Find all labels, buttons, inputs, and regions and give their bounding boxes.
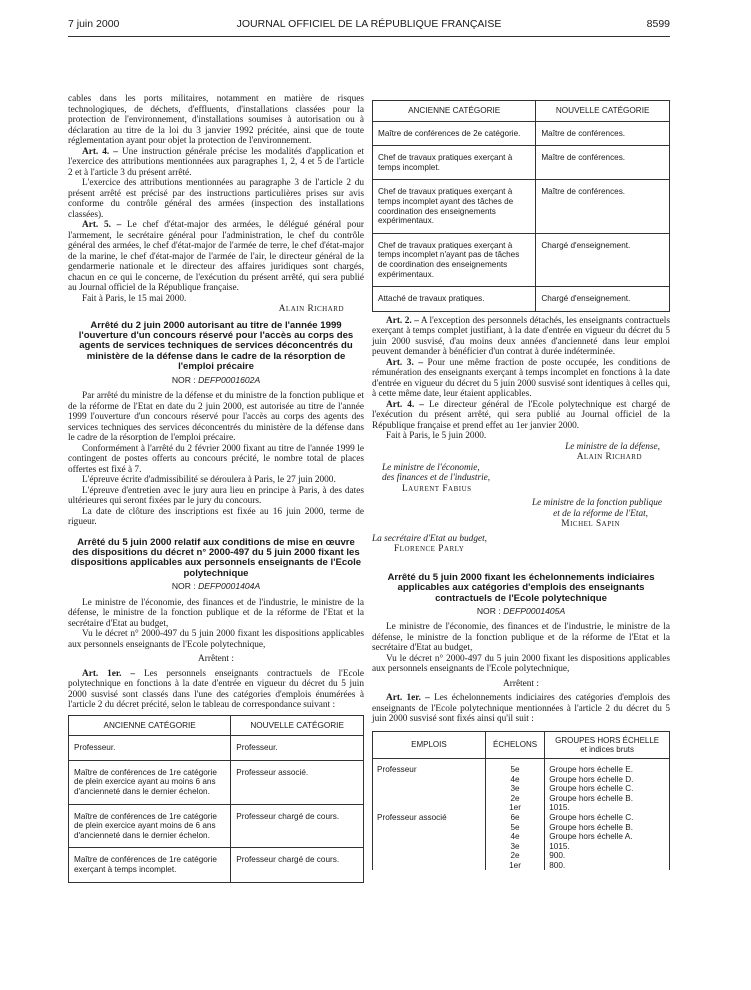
correspondence-table (68, 715, 364, 883)
table-cell (373, 832, 486, 842)
arretent: Arrêtent : (503, 678, 539, 689)
table-cell: Maître de conférences de 2e catégorie. (373, 121, 536, 146)
article-text: Une instruction générale précise les modalités d'application et l'exercice des attributions mentionnées aux paragraphes 1, 2, 4 et 5 de l'article 2 et à l'article 3 du présent arrêté. (68, 146, 365, 178)
article-text: Le chef d'état-major des armées, le délégué général pour l'armement, le secrétaire général pour l'administration, le chef du contrôle général des armées, le chef d'état-major de l'armée de terre, le chef d'état-major de la marine, le chef d'état-major de l'armée de l'air, le directeur général de la gendarmerie nationale et le directeur des affaires juridiques sont chargés, chacun en ce qui le concerne, de l'exécution du présent arrêté, qui sera publié au Journal officiel de la République française. (68, 220, 364, 293)
table-cell: Professeur. (69, 736, 231, 761)
article-text: Les échelonnements indiciaires des catégories d'emplois des enseignants de l'Ecole polytechnique mentionnées à l'article 2 du décret du 5 juin 2000 susvisé sont fixés ainsi qu'il suit : (372, 693, 670, 725)
table-cell: Chef de travaux pratiques exerçant à temps incomplet. (373, 146, 536, 180)
header-line: et indices bruts (580, 744, 635, 754)
paragraph: Par arrêté du ministre de la défense et du ministre de la fonction publique et de la réforme de l'Etat en date du 2 juin 2000, est autorisée au titre de l'année 1999 l'ouverture d'un concours réservé pour l'accès au corps des agents des services techniques des services déconcentrés du ministère de la défense dans le cadre de la résorption de l'emploi précaire. (68, 391, 364, 444)
table-cell: Maître de conférences de 1re catégorie de plein exercice ayant au moins 6 ans d'ancienneté dans le dernier échelon. (69, 760, 231, 804)
table-cell: Chef de travaux pratiques exerçant à temps incomplet ayant des tâches de coordination des enseignements expérimentaux. (373, 180, 536, 233)
paragraph: Conformément à l'arrêté du 2 février 2000 fixant au titre de l'année 1999 le contingent de postes offerts au concours précité, le nombre total de places offertes est fixé à 7. (68, 443, 364, 475)
article-3 (372, 358, 670, 400)
article-text: A l'exception des personnels détachés, les enseignants contractuels exerçant à temps complet justifiant, à la date d'entrée en vigueur du décret du 5 juin 2000 susvisé, d'au moins deux années d'ancienneté dans leur emploi peuvent demander à bénéficier d'un contrat à durée indéterminée. (372, 315, 671, 358)
signatory-title: des finances et de l'industrie, (382, 473, 491, 484)
signatory-title: La secrétaire d'Etat au budget, (372, 533, 487, 544)
table-header-row (373, 731, 670, 758)
table-cell: Groupe hors échelle C. (545, 813, 670, 823)
table-cell: Professeur (373, 765, 486, 775)
table-row (373, 775, 670, 785)
signatory-title: et de la réforme de l'Etat, (553, 508, 648, 519)
table-header: ANCIENNE CATÉGORIE (69, 715, 231, 736)
table-row (373, 765, 670, 775)
signature-place-date: Fait à Paris, le 15 mai 2000. (82, 293, 187, 304)
paragraph: L'épreuve écrite d'admissibilité se déroulera à Paris, le 27 juin 2000. (82, 475, 336, 486)
signatory-title: Le ministre de l'économie, (382, 462, 480, 473)
decree-heading: Arrêté du 5 juin 2000 fixant les échelonnements indiciaires applicables aux catégories d'emplois des enseignants contractuels de l'Ecole polytechnique (387, 571, 655, 604)
table-cell: Professeur associé (373, 813, 486, 823)
table-cell: Groupe hors échelle E. (545, 765, 670, 775)
table-cell: Groupe hors échelle D. (545, 775, 670, 785)
table-cell: Groupe hors échelle A. (545, 832, 670, 842)
article-label: Art. 3. – (386, 357, 423, 368)
nor-reference (68, 375, 364, 386)
article-text: Les personnels enseignants contractuels de l'Ecole polytechnique en fonctions à la date d'entrée en vigueur du décret du 5 juin 2000 susvisé sont classés dans l'une des catégories d'emplois énumérées à l'article 2 du décret précité, selon le tableau de correspondance suivant : (68, 668, 365, 711)
table-cell: 2e (485, 851, 544, 861)
table-cell: Professeur. (231, 736, 364, 761)
paragraph: Vu le décret n° 2000-497 du 5 juin 2000 fixant les dispositions applicables aux personnels enseignants de l'Ecole polytechnique, (372, 653, 670, 675)
table-row (373, 832, 670, 842)
table-header: EMPLOIS (373, 731, 486, 758)
article-label: Art. 1er. – (386, 693, 430, 704)
table-cell: Professeur chargé de cours. (231, 848, 364, 882)
signatory-title: Le ministre de la défense, (565, 441, 660, 452)
decree-heading: Arrêté du 5 juin 2000 relatif aux conditions de mise en œuvre des dispositions du décret n° 2000-497 du 5 juin 2000 fixant les dispositions applicables aux personnels enseignants de l'Ecole polytechnique (70, 536, 362, 579)
nor-label: NOR : (171, 581, 196, 592)
table-cell: Chargé d'enseignement. (536, 233, 670, 286)
table-header-row (69, 715, 364, 736)
decree-heading: Arrêté du 2 juin 2000 autorisant au titre de l'année 1999 l'ouverture d'un concours réservé pour l'accès au corps des agents de services techniques de services déconcentrés du ministère de la défense dans le cadre de la résorption de l'emploi précaire (78, 319, 354, 373)
table-row (373, 813, 670, 823)
header-title: JOURNAL OFFICIEL DE LA RÉPUBLIQUE FRANÇAISE (236, 18, 502, 30)
table-cell: 1er (485, 803, 544, 813)
table-cell: 3e (485, 784, 544, 794)
table-cell: 800. (545, 861, 670, 871)
table-cell (373, 784, 486, 794)
paragraph: cables dans les ports militaires, notamment en matière de risques technologiques, de déchets, d'effluents, d'installations classées pour la protection de l'environnement, d'installations soumises à autorisation ou à déclaration au titre de la loi du 3 janvier 1992 précitée, ainsi que de toute réglementation ayant pour objet la protection de l'environnement. (68, 94, 364, 146)
table-row (373, 842, 670, 852)
article-label: Art. 4. – (386, 399, 424, 410)
table-header-row (373, 101, 670, 122)
table-cell (373, 861, 486, 871)
table-cell (373, 775, 486, 785)
nor-label: NOR : (476, 605, 501, 616)
paragraph: L'exercice des attributions mentionnées au paragraphe 3 de l'article 2 du présent arrêté est précisé par des instructions particulières prises sur avis conforme du contrôle général des armées (inspection des installations classées). (68, 178, 364, 220)
signatory-name: Laurent Fabius (402, 483, 472, 494)
article-1 (68, 669, 364, 711)
table-header: NOUVELLE CATÉGORIE (536, 101, 670, 122)
table-cell: 6e (485, 813, 544, 823)
nor-reference (372, 606, 670, 617)
signatory-name: Florence Parly (394, 544, 465, 555)
table-cell (373, 851, 486, 861)
table-cell: Professeur associé. (231, 760, 364, 804)
article-text: Le directeur général de l'Ecole polytechnique est chargé de l'exécution du présent arrêté, qui sera publié au Journal officiel de la République française et prend effet au 1er janvier 2000. (372, 399, 671, 431)
table-row (373, 851, 670, 861)
article-4 (68, 147, 364, 179)
table-cell: 4e (485, 832, 544, 842)
signature-place-date: Fait à Paris, le 5 juin 2000. (386, 431, 487, 442)
article-text: Pour une même fraction de poste occupée, les conditions de rémunération des enseignants exerçant à temps incomplet en fonctions à la date d'entrée en vigueur du décret du 5 juin 2000 susvisé sont identiques à celles qui, à cette même date, leur étaient applicables. (372, 357, 671, 400)
table-cell: Maître de conférences. (536, 180, 670, 233)
signatory-name: Alain Richard (576, 452, 642, 463)
header-page-number: 8599 (646, 18, 670, 30)
table-header (545, 731, 670, 758)
echelon-table (372, 731, 670, 871)
table-header: ÉCHELONS (485, 731, 544, 758)
header-line: GROUPES HORS ÉCHELLE (555, 735, 660, 745)
table-cell: 2e (485, 794, 544, 804)
table-row (373, 146, 670, 180)
paragraph: Vu le décret n° 2000-497 du 5 juin 2000 fixant les dispositions applicables aux personnels enseignants de l'Ecole polytechnique, (68, 629, 364, 650)
table-row (373, 861, 670, 871)
table-cell: Professeur chargé de cours. (231, 804, 364, 848)
table-cell (373, 794, 486, 804)
table-cell: Maître de conférences. (536, 146, 670, 180)
nor-code: DEFP0001404A (198, 581, 261, 592)
table-cell: Chef de travaux pratiques exerçant à temps incomplet n'ayant pas de tâches de coordination des enseignements expérimentaux. (373, 233, 536, 286)
table-cell: 1015. (545, 842, 670, 852)
table-row (373, 180, 670, 233)
table-cell: 4e (485, 775, 544, 785)
table-cell: Attaché de travaux pratiques. (373, 287, 536, 312)
table-cell: Maître de conférences de 1re catégorie exerçant à temps incomplet. (69, 848, 231, 882)
paragraph: La date de clôture des inscriptions est fixée au 16 juin 2000, terme de rigueur. (68, 506, 364, 528)
signature-name: Alain Richard (278, 304, 344, 314)
table-row (373, 794, 670, 804)
table-cell: Groupe hors échelle B. (545, 794, 670, 804)
table-cell: 900. (545, 851, 670, 861)
table-cell: Chargé d'enseignement. (536, 287, 670, 312)
nor-code: DEFP0001405A (503, 605, 566, 616)
nor-code: DEFP0001602A (198, 374, 261, 385)
table-cell: Maître de conférences. (536, 121, 670, 146)
header-date: 7 juin 2000 (68, 18, 120, 30)
table-cell: Groupe hors échelle B. (545, 823, 670, 833)
table-header: ANCIENNE CATÉGORIE (373, 101, 536, 122)
nor-label: NOR : (171, 374, 196, 385)
table-cell (373, 842, 486, 852)
signatory-name: Michel Sapin (561, 519, 620, 530)
table-row (373, 233, 670, 286)
table-header: NOUVELLE CATÉGORIE (231, 715, 364, 736)
right-column (372, 100, 670, 870)
table-row (373, 121, 670, 146)
table-row (373, 287, 670, 312)
paragraph: Le ministre de l'économie, des finances et de l'industrie, le ministre de la défense, le ministre de la fonction publique et de la réforme de l'Etat et la secrétaire d'Etat au budget, (68, 597, 364, 629)
left-column (68, 94, 364, 883)
table-cell: 1015. (545, 803, 670, 813)
table-row (373, 784, 670, 794)
table-cell: 5e (485, 823, 544, 833)
article-label: Art. 2. – (386, 315, 419, 326)
table-cell: 3e (485, 842, 544, 852)
article-label: Art. 4. – (82, 146, 118, 157)
table-cell: Groupe hors échelle C. (545, 784, 670, 794)
correspondence-table-continued (372, 100, 670, 312)
article-label: Art. 1er. – (82, 668, 136, 679)
article-4 (372, 400, 670, 432)
nor-reference (68, 581, 364, 592)
article-1 (372, 693, 670, 725)
table-cell (373, 823, 486, 833)
paragraph: L'épreuve d'entretien avec le jury aura lieu en principe à Paris, à des dates ultérieures qui seront fixées par le jury du concours. (68, 485, 364, 507)
article-5 (68, 220, 364, 294)
article-label: Art. 5. – (82, 220, 122, 230)
table-row (69, 848, 364, 882)
header-rule (68, 36, 670, 37)
table-row (69, 760, 364, 804)
table-cell: Maître de conférences de 1re catégorie de plein exercice ayant moins de 6 ans d'ancienneté dans le dernier échelon. (69, 804, 231, 848)
table-row (69, 736, 364, 761)
signatory-title: Le ministre de la fonction publique (531, 498, 662, 509)
table-cell: 5e (485, 765, 544, 775)
table-cell (373, 803, 486, 813)
table-cell: 1er (485, 861, 544, 871)
arretent: Arrêtent : (198, 654, 234, 665)
table-row (69, 804, 364, 848)
paragraph: Le ministre de l'économie, des finances et de l'industrie, le ministre de la défense, le ministre de la fonction publique et de la réforme de l'Etat et la secrétaire d'Etat au budget, (372, 622, 670, 654)
table-row (373, 823, 670, 833)
page-header (68, 18, 670, 34)
table-row (373, 803, 670, 813)
article-2 (372, 316, 670, 358)
